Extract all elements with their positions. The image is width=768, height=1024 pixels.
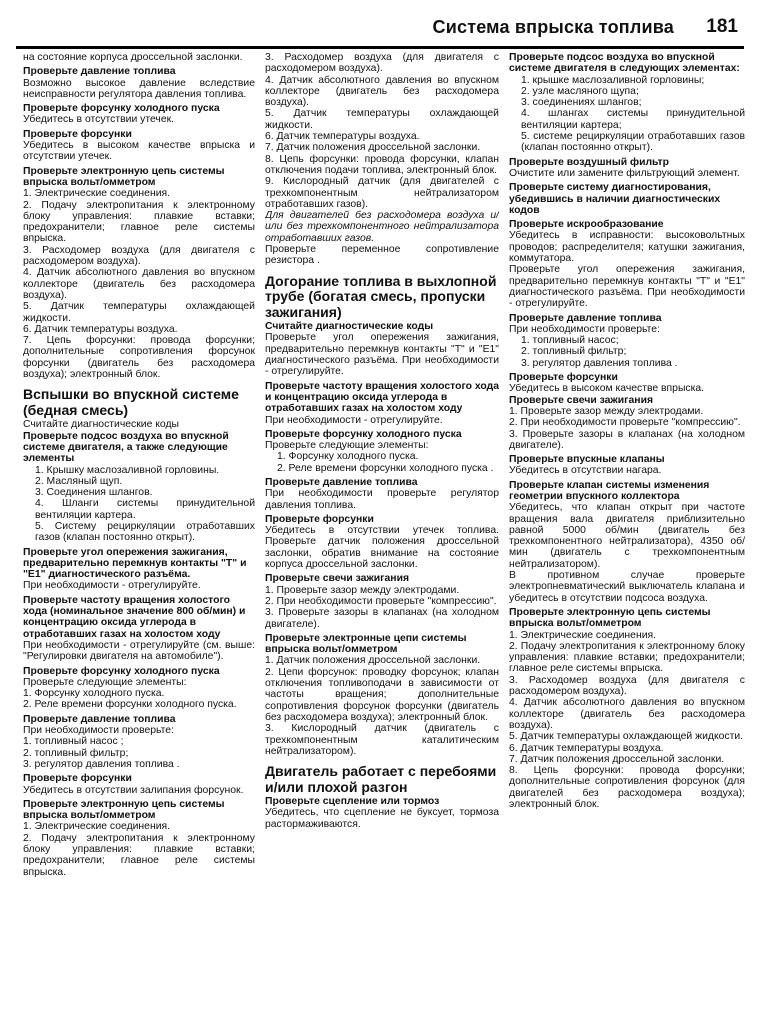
list-item: 3. регулятор давления топлива . <box>521 357 678 369</box>
paragraph: В противном случае проверьте электропневматический выключатель клапана и убедитесь в отсутствии подсоса воздуха. <box>509 570 745 604</box>
list-item: 1. Крышку маслозаливной горловины. <box>35 464 220 476</box>
list-item: 1. топливный насос; <box>521 335 619 347</box>
paragraph: При необходимости проверьте: <box>23 725 174 737</box>
subheading: Проверьте свечи зажигания <box>265 573 410 585</box>
paragraph: 2. При необходимости проверьте "компрессию". <box>509 417 741 429</box>
paragraph: 4. Датчик абсолютного давления во впускном коллекторе (двигатель без расходомера воздуха). <box>23 267 255 301</box>
paragraph: 8. Цепь форсунки: провода форсунки; дополнительные сопротивления форсунок (для двигателей без расходомера воздуха); электронный блок. <box>509 765 745 810</box>
paragraph: 9. Кислородный датчик (для двигателей с трехкомпонентным нейтрализатором отработавших газов). <box>265 176 499 210</box>
paragraph: Убедитесь в высоком качестве впрыска. <box>509 383 705 395</box>
subheading: Проверьте свечи зажигания <box>509 394 654 406</box>
paragraph: на состояние корпуса дроссельной заслонки. <box>23 52 243 63</box>
paragraph: Возможно высокое давление вследствие неисправности регулятора давления топлива. <box>23 77 255 100</box>
paragraph: 1. Электрические соединения. <box>23 821 171 833</box>
paragraph: 3. Проверьте зазоры в клапанах (на холодном двигателе). <box>265 607 499 630</box>
subheading: Проверьте форсунку холодного пуска <box>265 428 462 440</box>
paragraph: 2. Цепи форсунок: проводку форсунок; клапан отключения топливоподачи в зависимости от частоты вращения; дополнительные сопротивления форсунок форсунки (двигатель без расходомера воздуха); электронный блок. <box>265 666 499 723</box>
paragraph: 1. Форсунку холодного пуска. <box>23 688 165 700</box>
paragraph: При необходимости - отрегулируйте. <box>265 414 443 426</box>
paragraph: 1. Проверьте зазор между электродами. <box>265 584 460 596</box>
page-number: 181 <box>706 16 738 37</box>
paragraph: 4. Датчик абсолютного давления во впускном коллекторе (двигатель без расходомера воздуха). <box>265 74 499 109</box>
paragraph: Убедитесь, что сцепление не буксует, тормоза растормаживаются. <box>265 807 499 830</box>
subheading: Проверьте форсунку холодного пуска <box>23 103 220 115</box>
section-heading: Догорание топлива в выхлопной трубе (богатая смесь, пропуски зажигания) <box>265 272 497 320</box>
page-header <box>16 10 744 49</box>
paragraph: Проверьте угол опережения зажигания, предварительно перемкнув контакты "Т" и "Е1" диагностического разъёма. При необходимости - отрегулируйте. <box>509 264 745 310</box>
paragraph: 5. Датчик температуры охлаждающей жидкости. <box>509 731 744 743</box>
list-item: 2. Реле времени форсунки холодного пуска . <box>277 462 494 474</box>
paragraph: 7. Датчик положения дроссельной заслонки. <box>265 142 481 154</box>
paragraph: 7. Цепь форсунки: провода форсунки; дополнительные сопротивления форсунок форсунки (двигатель без расходомера воздуха); электронный блок. <box>23 335 255 381</box>
paragraph: 3. Проверьте зазоры в клапанах (на холодном двигателе). <box>509 428 745 451</box>
subheading: Проверьте электронные цепи системы впрыска вольт/омметром <box>265 632 467 656</box>
list-item: 4. шлангах системы принудительной вентиляции картера; <box>521 108 745 131</box>
subheading: Проверьте систему диагностирования, убедившись в наличии диагностических кодов <box>509 182 721 216</box>
subheading: Считайте диагностические коды <box>265 321 434 333</box>
paragraph: Убедитесь в отсутствии утечек. <box>23 114 175 126</box>
paragraph: 3. Расходомер воздуха (для двигателя с расходомером воздуха). <box>509 674 745 698</box>
subheading: Проверьте клапан системы изменения геометрии впускного коллектора <box>509 479 710 502</box>
subheading: Проверьте давление топлива <box>23 713 176 725</box>
column-right <box>509 52 745 1006</box>
paragraph: 8. Цепь форсунки: провода форсунки, клапан отключения подачи топлива, электронный блок. <box>265 153 499 176</box>
subheading: Проверьте электронную цепь системы впрыска вольт/омметром <box>23 798 225 822</box>
column-middle <box>265 52 499 1006</box>
subheading: Проверьте форсунки <box>509 372 618 384</box>
subheading: Проверьте воздушный фильтр <box>509 156 669 168</box>
paragraph: Убедитесь в отсутствии залипания форсунок. <box>23 784 244 796</box>
paragraph: 1. Датчик положения дроссельной заслонки. <box>265 655 481 667</box>
list-item: 5. системе рециркуляции отработавших газов (клапан постоянно открыт). <box>521 131 745 154</box>
paragraph: 2. При необходимости проверьте "компрессию". <box>265 595 497 607</box>
column-left <box>23 52 255 1006</box>
paragraph: 2. Реле времени форсунки холодного пуска. <box>23 699 237 711</box>
paragraph: Считайте диагностические коды <box>23 419 179 431</box>
section-title: Система впрыска топлива <box>432 17 674 37</box>
paragraph: 1. топливный насос ; <box>23 736 124 748</box>
paragraph: Убедитесь в отсутствии утечек топлива. Проверьте датчик положения дроссельной заслонки, обратив внимание на состояние корпуса дроссельной заслонки. <box>265 525 499 571</box>
paragraph: Проверьте следующие элементы: <box>23 676 187 688</box>
subheading: Проверьте форсунки <box>23 128 132 140</box>
paragraph: 1. Проверьте зазор между электродами. <box>509 405 704 417</box>
section-heading: Вспышки во впускной системе (бедная смесь) <box>23 386 239 418</box>
subheading: Проверьте сцепление или тормоз <box>265 796 440 808</box>
paragraph: Очистите или замените фильтрующий элемент. <box>509 167 740 179</box>
subheading: Проверьте угол опережения зажигания, предварительно перемкнув контакты "Т" и "Е1" диагностического разъёма. <box>23 546 247 581</box>
paragraph: При необходимости проверьте: <box>509 323 660 335</box>
subheading: Проверьте давление топлива <box>265 477 418 488</box>
subheading: Проверьте электронную цепь системы впрыска вольт/омметром <box>509 606 711 630</box>
paragraph: 6. Датчик температуры воздуха. <box>23 323 178 335</box>
paragraph: 2. Подачу электропитания к электронному блоку управления: плавкие вставки; предохранители; главное реле системы впрыска. <box>23 832 255 878</box>
paragraph: При необходимости - отрегулируйте (см. выше: "Регулировки двигателя на автомобиле"). <box>23 639 255 663</box>
paragraph: Убедитесь в исправности: высоковольтных проводов; распределителя; катушки зажигания, коммутатора. <box>509 230 745 265</box>
subheading: Проверьте искрообразование <box>509 219 664 231</box>
italic-note: Для двигателей без расходомера воздуха и/или без трехкомпонентного нейтрализатора отработавших газов. <box>265 210 499 244</box>
paragraph: 3. Кислородный датчик (двигатель с трехкомпонентным каталитическим нейтрализатором). <box>265 723 499 757</box>
subheading: Проверьте форсунки <box>265 513 374 525</box>
paragraph: 4. Датчик абсолютного давления во впускном коллекторе (двигатель без расходомера воздуха). <box>509 697 745 731</box>
paragraph: 5. Датчик температуры охлаждающей жидкости. <box>265 108 499 131</box>
subheading: Проверьте частоту вращения холостого хода и концентрацию оксида углерода в отработавших газах на холостом ходу <box>265 380 499 415</box>
paragraph: 2. топливный фильтр; <box>23 747 129 759</box>
list-item: 1. крышке маслозаливной горловины; <box>521 74 705 86</box>
paragraph: 1. Электрические соединения. <box>23 188 171 200</box>
subheading: Проверьте впускные клапаны <box>509 454 665 466</box>
section-heading: Двигатель работает с перебоями и/или плохой разгон <box>265 763 497 795</box>
list-item: 3. Соединения шлангов. <box>35 487 153 499</box>
subheading: Проверьте давление топлива <box>509 312 662 324</box>
paragraph: 3. регулятор давления топлива . <box>23 758 180 770</box>
paragraph: 2. Подачу электропитания к электронному блоку управления: плавкие вставки; предохранители; главное реле системы впрыска. <box>509 640 745 675</box>
subheading: Проверьте частоту вращения холостого хода (номинальное значение 800 об/мин) и концентрацию оксида углерода в отработавших газах на холостом ходу <box>23 594 246 640</box>
list-item: 1. Форсунку холодного пуска. <box>277 451 419 463</box>
paragraph: 2. Подачу электропитания к электронному блоку управления: плавкие вставки; предохранители; главное реле системы впрыска. <box>23 199 255 245</box>
paragraph: 7. Датчик положения дроссельной заслонки. <box>509 753 725 765</box>
list-item: 3. соединениях шлангов; <box>521 97 642 109</box>
subheading: Проверьте давление топлива <box>23 66 176 78</box>
list-item: 4. Шланги системы принудительной вентиляции картера. <box>35 498 255 521</box>
paragraph: 3. Расходомер воздуха (для двигателя с расходомером воздуха). <box>265 52 499 75</box>
list-item: 5. Систему рециркуляции отработавших газов (клапан постоянно открыт). <box>35 520 255 544</box>
list-item: 2. узле масляного щупа; <box>521 85 639 97</box>
paragraph: 3. Расходомер воздуха (для двигателя с расходомером воздуха). <box>23 244 255 268</box>
subheading: Проверьте подсос воздуха во впускной системе двигателя в следующих элементах: <box>509 52 740 75</box>
paragraph: Проверьте переменное сопротивление резистора . <box>265 244 499 267</box>
paragraph: 5. Датчик температуры охлаждающей жидкости. <box>23 301 255 324</box>
list-item: 2. топливный фильтр; <box>521 346 627 358</box>
list-item: 2. Масляный щуп. <box>35 475 123 487</box>
paragraph: 6. Датчик температуры воздуха. <box>265 131 420 143</box>
paragraph: При необходимости проверьте регулятор давления топлива. <box>265 488 499 511</box>
paragraph: 1. Электрические соединения. <box>509 629 657 641</box>
subheading: Проверьте электронную цепь системы впрыска вольт/омметром <box>23 165 225 188</box>
subheading: Проверьте форсунки <box>23 773 132 785</box>
subheading: Проверьте подсос воздуха во впускной системе двигателя, а также следующие элементы <box>23 430 229 465</box>
subheading: Проверьте форсунку холодного пуска <box>23 665 220 677</box>
paragraph: Убедитесь в отсутствии нагара. <box>509 465 662 477</box>
paragraph: Убедитесь в высоком качестве впрыска и отсутствии утечек. <box>23 140 255 163</box>
paragraph: Проверьте угол опережения зажигания, предварительно перемкнув контакты "Т" и "Е1" диагностического разъёма. При необходимости - отрегулируйте. <box>265 332 499 378</box>
paragraph: Убедитесь, что клапан открыт при частоте вращения вала двигателя приблизительно равной 5000 об/мин (двигатель без трехкомпонентного нейтрализатора), 4350 об/мин (двигатель с трехкомпонентным нейтрализатором). <box>509 502 745 570</box>
paragraph: 6. Датчик температуры воздуха. <box>509 742 664 754</box>
paragraph: Проверьте следующие элементы: <box>265 440 429 452</box>
paragraph: При необходимости - отрегулируйте. <box>23 580 201 592</box>
